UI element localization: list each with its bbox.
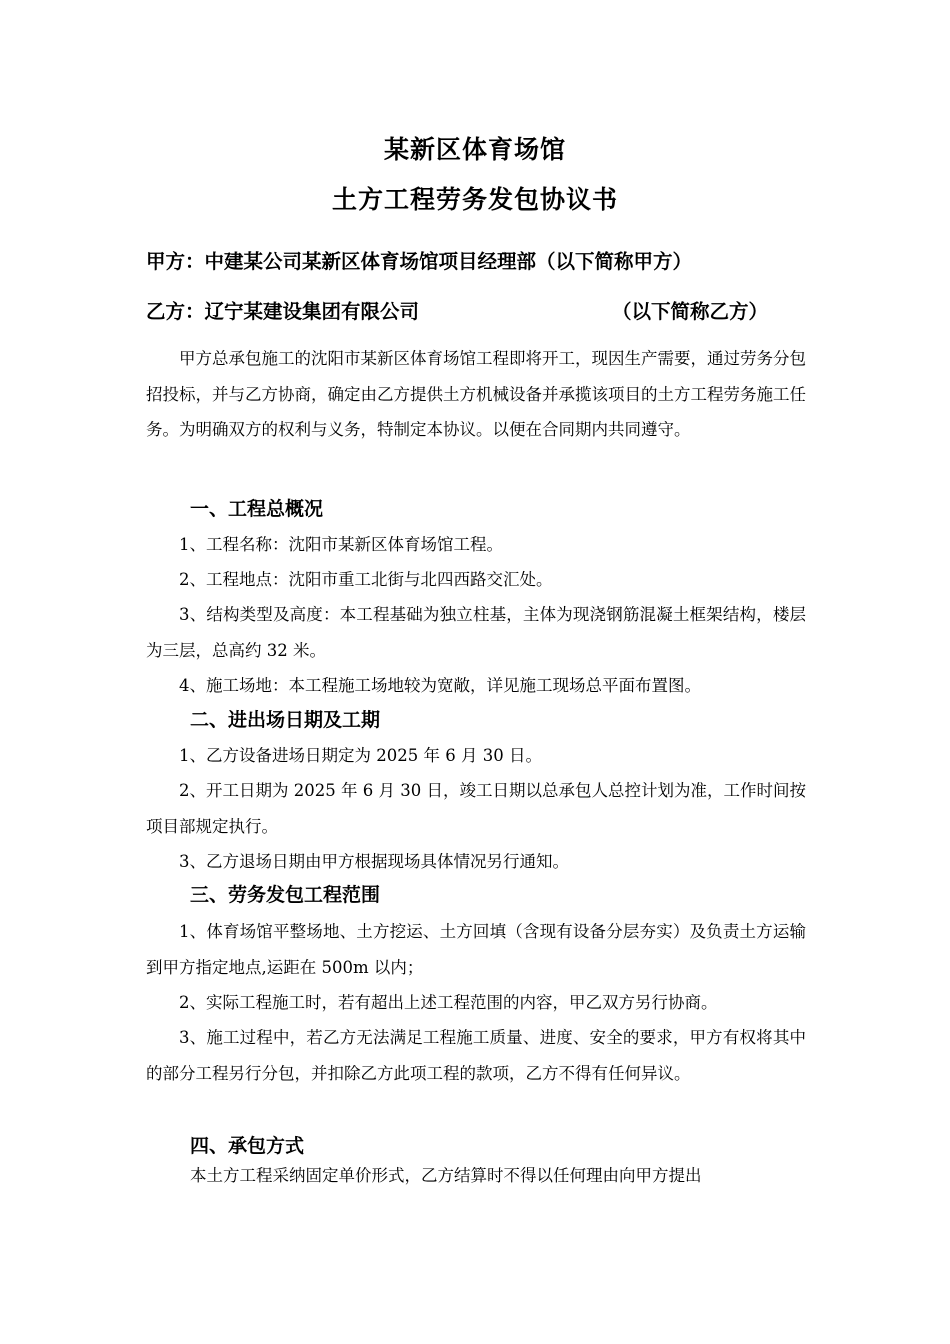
party-b-name: 乙方：辽宁某建设集团有限公司: [146, 300, 420, 323]
party-a: 甲方：中建某公司某新区体育场馆项目经理部（以下简称甲方）: [146, 250, 693, 273]
section-3-item-2: 2、实际工程施工时，若有超出上述工程范围的内容，甲乙双方另行协商。: [179, 993, 718, 1012]
section-2-heading: 二、进出场日期及工期: [190, 709, 381, 731]
section-3-heading: 三、劳务发包工程范围: [190, 884, 381, 906]
section-1-item-2: 2、工程地点：沈阳市重工北街与北四西路交汇处。: [179, 570, 553, 589]
section-1-item-4: 4、施工场地：本工程施工场地较为宽敞，详见施工现场总平面布置图。: [179, 676, 701, 695]
party-b: [146, 298, 769, 326]
document-title-line-1: 某新区体育场馆: [383, 135, 566, 164]
intro-paragraph: 甲方总承包施工的沈阳市某新区体育场馆工程即将开工，现因生产需要，通过劳务分包招投标，并与乙方协商，确定由乙方提供土方机械设备并承揽该项目的土方工程劳务施工任务。为明确双方的权利与义务，特制定本协议。以便在合同期内共同遵守。: [146, 349, 806, 439]
document-title-line-2: 土方工程劳务发包协议书: [331, 185, 618, 214]
section-1-heading: 一、工程总概况: [190, 498, 324, 520]
section-2-item-1: 1、乙方设备进场日期定为 2025 年 6 月 30 日。: [179, 746, 542, 765]
section-4-item-1: 本土方工程采纳固定单价形式，乙方结算时不得以任何理由向甲方提出: [190, 1166, 702, 1185]
section-1-item-1: 1、工程名称：沈阳市某新区体育场馆工程。: [179, 535, 503, 554]
section-2-item-3: 3、乙方退场日期由甲方根据现场具体情况另行通知。: [179, 852, 569, 871]
section-1-item-3: 3、结构类型及高度：本工程基础为独立柱基，主体为现浇钢筋混凝土框架结构，楼层为三层，总高约 32 米。: [146, 605, 806, 660]
section-3-item-1: 1、体育场馆平整场地、土方挖运、土方回填（含现有设备分层夯实）及负责土方运输到甲方指定地点,运距在 500m 以内；: [146, 922, 806, 977]
section-4-heading: 四、承包方式: [190, 1135, 305, 1157]
party-b-abbreviation: （以下简称乙方）: [612, 300, 769, 323]
section-2-item-2: 2、开工日期为 2025 年 6 月 30 日，竣工日期以总承包人总控计划为准，工作时间按项目部规定执行。: [146, 781, 806, 836]
section-3-item-3: 3、施工过程中，若乙方无法满足工程施工质量、进度、安全的要求，甲方有权将其中的部分工程另行分包，并扣除乙方此项工程的款项，乙方不得有任何异议。: [146, 1028, 806, 1083]
